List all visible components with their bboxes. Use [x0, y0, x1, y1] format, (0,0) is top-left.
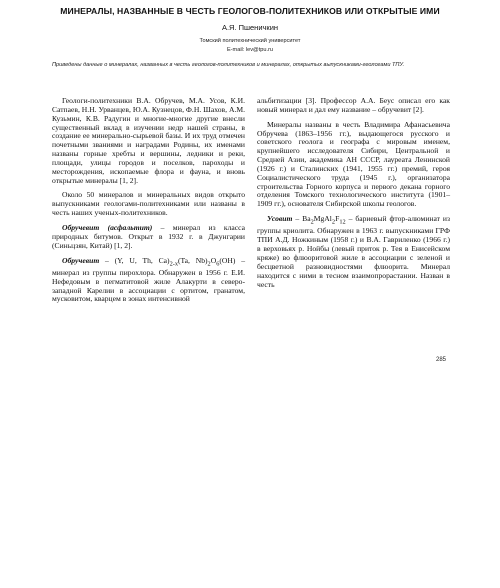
paragraph-count: Около 50 минералов и минеральных видов открыто выпускниками геологами-политехниками или названы в честь наших ученых-политехников.: [52, 190, 245, 218]
author-affiliation: Томский политехнический университет: [199, 38, 301, 44]
term-obruchevit: Обручевит: [62, 255, 100, 265]
author-name: А.Я. Пшеничкин: [221, 23, 279, 32]
article-title: МИНЕРАЛЫ, НАЗВАННЫЕ В ЧЕСТЬ ГЕОЛОГОВ-ПОЛИТЕХНИКОВ ИЛИ ОТКРЫТЫЕ ИМИ: [60, 6, 440, 16]
formula-sub: 6: [216, 260, 220, 268]
formula-part: (Ta, Nb): [178, 255, 208, 265]
paragraph-text: – минерал из класса природных битумов. Открыт в 1932 г. в Джунгарии (Синьцзян, Китай) [1, 2].: [52, 222, 245, 250]
formula-sub: 2-x: [169, 260, 178, 268]
formula-part: F: [335, 214, 340, 224]
formula-sub: 2: [310, 218, 314, 226]
formula-sub: 2: [207, 260, 211, 268]
paragraph-obruchev-bio: Минералы названы в честь Владимира Афанасьевича Обручева (1863–1956 гг.), выдающегося русского и советского геолога и географа с мировым именем, крупнейшего исследователя Сибири, Центральной и Средней Азии, академика АН СССР, лауреата Ленинской (1926 г.) и Сталинских (1941, 1955 гг.) премий, героя Социалистического труда (1945 г.), организатора строительства Горного корпуса и первого декана горного отделения Томского технологического института (1901–1909 гг.), основателя Сибирской школы геологов.: [257, 119, 450, 209]
page-number: 285: [436, 357, 447, 363]
paragraph-text: – бариевый фтор-алюминат из группы криолита. Обнаружен в 1963 г. выпускниками ГРФ ТПИ А.Д. Ножкиным (1958 г.) и В.А. Гавриленко (1966 г.) в верховьях р. Нойбы (левый приток р. Тея в Енисейском кряже) во флюоритовой жиле в ассоциации с зеленой и бесцветной разновидностями флюорита. Минерал находится с ними в тесном взаимопрорастании. Назван в честь: [257, 214, 450, 289]
formula-part: MgAl: [313, 214, 332, 224]
formula-part: (OH): [219, 255, 236, 265]
formula-part: – Ba: [292, 214, 311, 224]
formula-sub: 2: [331, 218, 336, 226]
paragraph-usovit: [257, 215, 450, 289]
term-obruchevit-asphaltite: Обручевит (асфальтит): [62, 222, 153, 232]
paragraph-obruchevit-mineral: [52, 257, 245, 305]
term-usovit: Усовит: [267, 214, 293, 224]
paragraph-obruchevit-asphaltite: [52, 224, 245, 251]
paragraph-text: – минерал из группы пирохлора. Обнаружен в 1956 г. Е.И. Нефедовым в пегматитовой жиле Алакурти в северо-западной Карелии в ассоциации с ортитом, гранатом, мусковитом, кварцем в зонах интенсивной: [52, 255, 245, 304]
formula-part: O: [210, 255, 217, 265]
paragraph-continuation: альбитизации [3]. Профессор А.А. Беус описал его как новый минерал и дал ему название – обручевит [2].: [257, 96, 450, 114]
formula-sub: 12: [339, 218, 346, 226]
abstract: Приведены данные о минералах, названных в честь геологов-политехников и минералах, открытых выпускниками-геологами ТПУ.: [52, 62, 405, 68]
paragraph-intro: Геологи-политехники В.А. Обручев, М.А. Усов, К.И. Сатпаев, Н.Н. Урванцев, Ю.А. Кузнецов, Ф.Н. Шахов, А.М. Кузьмин, К.В. Радугин и многие-многие другие внесли существенный вклад в изучении недр нашей страны, в создание ее минерально-сырьевой базы. И их труд отмечен почетными званиями и наградами Родины, их именами названы горные хребты и вершины, ледники и реки, площади, улицы городов и поселков, пароходы и месторождения, ископаемые флора и фауна, и вновь открытые минералы [1, 2].: [52, 96, 245, 185]
left-column: [52, 97, 245, 310]
author-email: E-mail: lev@tpu.ru: [226, 47, 274, 53]
formula-part: – (Y, U, Th, Ca): [99, 255, 170, 265]
right-column: [257, 97, 450, 295]
